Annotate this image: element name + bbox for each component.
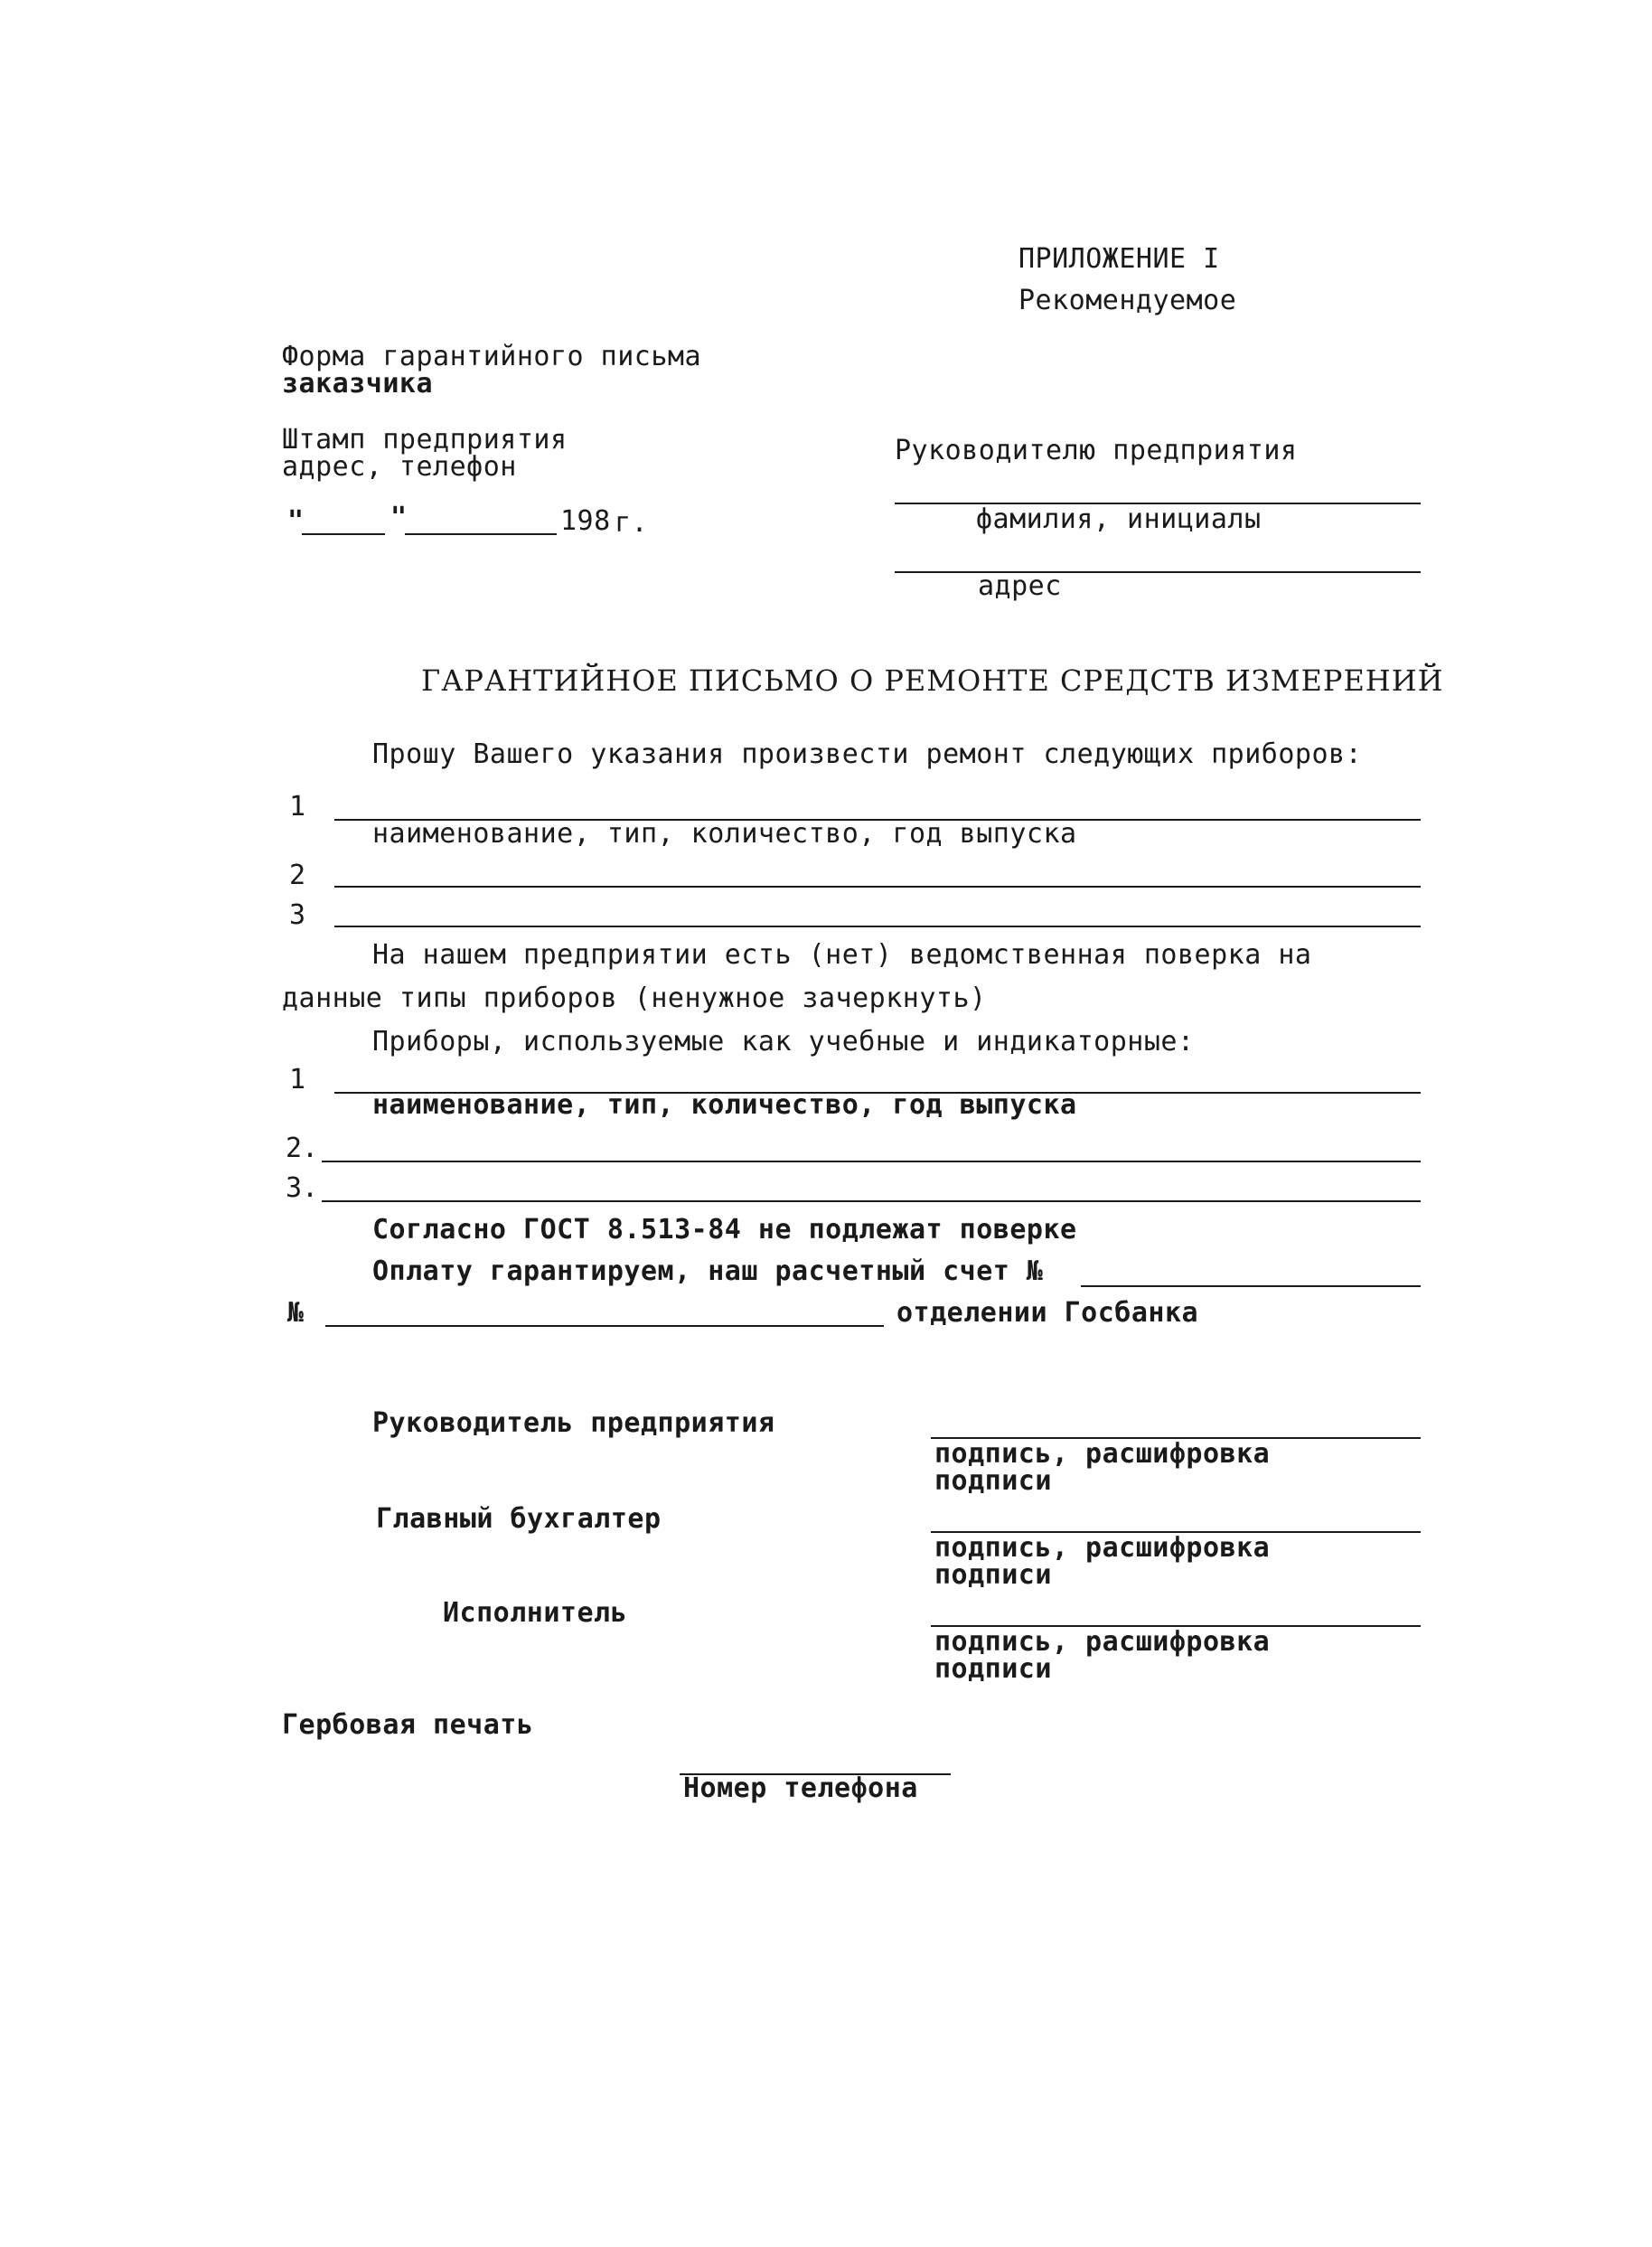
payment-account-line[interactable] xyxy=(1081,1285,1421,1287)
stamp-line1: Штамп предприятия xyxy=(282,424,568,456)
addressee-name-caption: фамилия, инициалы xyxy=(976,503,1262,535)
date-year: 198 xyxy=(560,505,611,537)
date-month-line[interactable] xyxy=(405,533,557,535)
form-caption-line1: Форма гарантийного письма xyxy=(282,341,702,372)
addressee-to: Руководителю предприятия xyxy=(895,435,1298,466)
list1-line-3[interactable] xyxy=(334,926,1421,927)
list1-line-2[interactable] xyxy=(334,886,1421,888)
list1-number-2: 2 xyxy=(289,860,306,891)
signature-caption-director-1: подпись, расшифровка xyxy=(934,1438,1271,1470)
verification-line1: На нашем предприятии есть (нет) ведомственная поверка на xyxy=(372,939,1312,971)
date-suffix: г. xyxy=(615,507,649,539)
recommended-label: Рекомендуемое xyxy=(1018,285,1237,316)
list1-number-1: 1 xyxy=(289,791,306,823)
signature-role-accountant: Главный бухгалтер xyxy=(376,1503,662,1535)
list2-number-1: 1 xyxy=(289,1064,306,1095)
signature-caption-accountant-1: подпись, расшифровка xyxy=(934,1532,1271,1564)
list2-line-2[interactable] xyxy=(322,1161,1421,1162)
phone-label: Номер телефона xyxy=(683,1772,918,1804)
signature-role-director: Руководитель предприятия xyxy=(372,1407,775,1439)
list1-caption: наименование, тип, количество, год выпуска xyxy=(372,818,1077,850)
addressee-address-caption: адрес xyxy=(978,570,1062,602)
gost-text: Согласно ГОСТ 8.513-84 не подлежат поверке xyxy=(372,1214,1077,1246)
form-caption-line2: заказчика xyxy=(282,368,434,400)
seal-label: Гербовая печать xyxy=(282,1709,534,1741)
signature-role-executor: Исполнитель xyxy=(443,1597,628,1629)
list2-number-2: 2. xyxy=(286,1133,319,1164)
date-quote-close: " xyxy=(390,502,408,533)
list2-number-3: 3. xyxy=(286,1172,319,1204)
verification-line2: данные типы приборов (ненужное зачеркнуть) xyxy=(282,982,987,1014)
signature-caption-executor-1: подпись, расшифровка xyxy=(934,1626,1271,1658)
signature-caption-director-2: подписи xyxy=(934,1465,1052,1497)
request-text: Прошу Вашего указания произвести ремонт следующих приборов: xyxy=(372,738,1363,770)
payment-bank-line[interactable] xyxy=(325,1325,884,1327)
date-quote-open: " xyxy=(287,505,305,537)
list1-number-3: 3 xyxy=(289,899,306,931)
payment-number-sign: № xyxy=(287,1297,305,1329)
date-day-line[interactable] xyxy=(302,533,385,535)
payment-bank-text: отделении Госбанка xyxy=(896,1297,1199,1329)
appendix-label: ПРИЛОЖЕНИЕ I xyxy=(1018,243,1220,275)
list2-caption: наименование, тип, количество, год выпуска xyxy=(372,1089,1077,1121)
document-title: ГАРАНТИЙНОЕ ПИСЬМО О РЕМОНТЕ СРЕДСТВ ИЗМЕРЕНИЙ xyxy=(421,663,1444,698)
stamp-line2: адрес, телефон xyxy=(282,451,517,483)
payment-text: Оплату гарантируем, наш расчетный счет № xyxy=(372,1255,1044,1287)
addressee-address-line[interactable] xyxy=(895,571,1421,573)
signature-caption-accountant-2: подписи xyxy=(934,1559,1052,1591)
signature-caption-executor-2: подписи xyxy=(934,1653,1052,1685)
list2-line-3[interactable] xyxy=(322,1200,1421,1202)
training-devices-text: Приборы, используемые как учебные и индикаторные: xyxy=(372,1026,1195,1058)
